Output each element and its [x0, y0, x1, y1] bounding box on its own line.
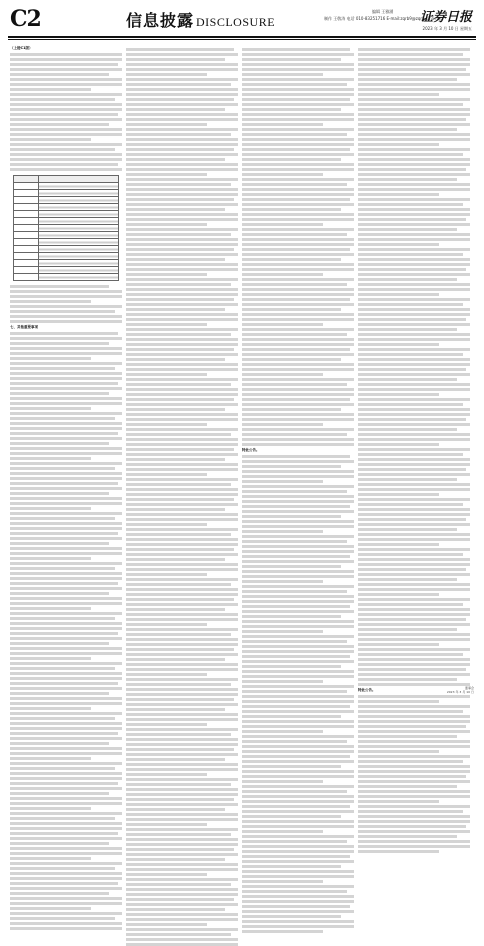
- section-title-en: DISCLOSURE: [196, 15, 276, 29]
- table-row: [14, 218, 119, 225]
- table-row: [14, 197, 119, 204]
- table-row: [14, 232, 119, 239]
- table-row: [14, 260, 119, 267]
- signature-date: 2023 年 3 月 10 日: [446, 690, 474, 694]
- column-heading: 特此公告。: [358, 688, 376, 692]
- editor-credit: 编辑 王雅涵: [372, 9, 394, 14]
- article-column-3: [242, 46, 354, 682]
- table-row: [14, 225, 119, 232]
- table-row: [14, 176, 119, 183]
- column-heading: 特此公告。: [242, 448, 260, 452]
- page-code: C2: [10, 6, 41, 32]
- table-row: [14, 253, 119, 260]
- section-title-cn: 信息披露: [126, 11, 195, 30]
- signature-line: 董事会: [464, 686, 474, 690]
- table-row: [14, 239, 119, 246]
- article-column-1: [10, 46, 122, 682]
- table-row: [14, 267, 119, 274]
- table-row: [14, 190, 119, 197]
- masthead-rule-thin: [8, 39, 476, 40]
- signature-block: [447, 686, 474, 694]
- table-row: [14, 274, 119, 281]
- table-row: [14, 183, 119, 190]
- masthead: [8, 4, 476, 34]
- newspaper-logo: 证券日报: [419, 10, 472, 25]
- column-heading: （上接C1版）: [10, 46, 33, 50]
- section-title: [126, 8, 275, 31]
- issue-date: 2023 年 3 月 10 日 星期五: [422, 26, 472, 31]
- masthead-rule: [8, 36, 476, 38]
- disclosure-table: [13, 175, 119, 281]
- table-row: [14, 246, 119, 253]
- column-heading: 七、其他重要事项: [10, 325, 38, 329]
- table-row: [14, 211, 119, 218]
- table-row: [14, 204, 119, 211]
- contact-line: 制作 王敬涛 电话 010-83251716 E-mail:zqrb9@zqrb.sina.net: [324, 16, 442, 21]
- article-column-2: [126, 46, 238, 682]
